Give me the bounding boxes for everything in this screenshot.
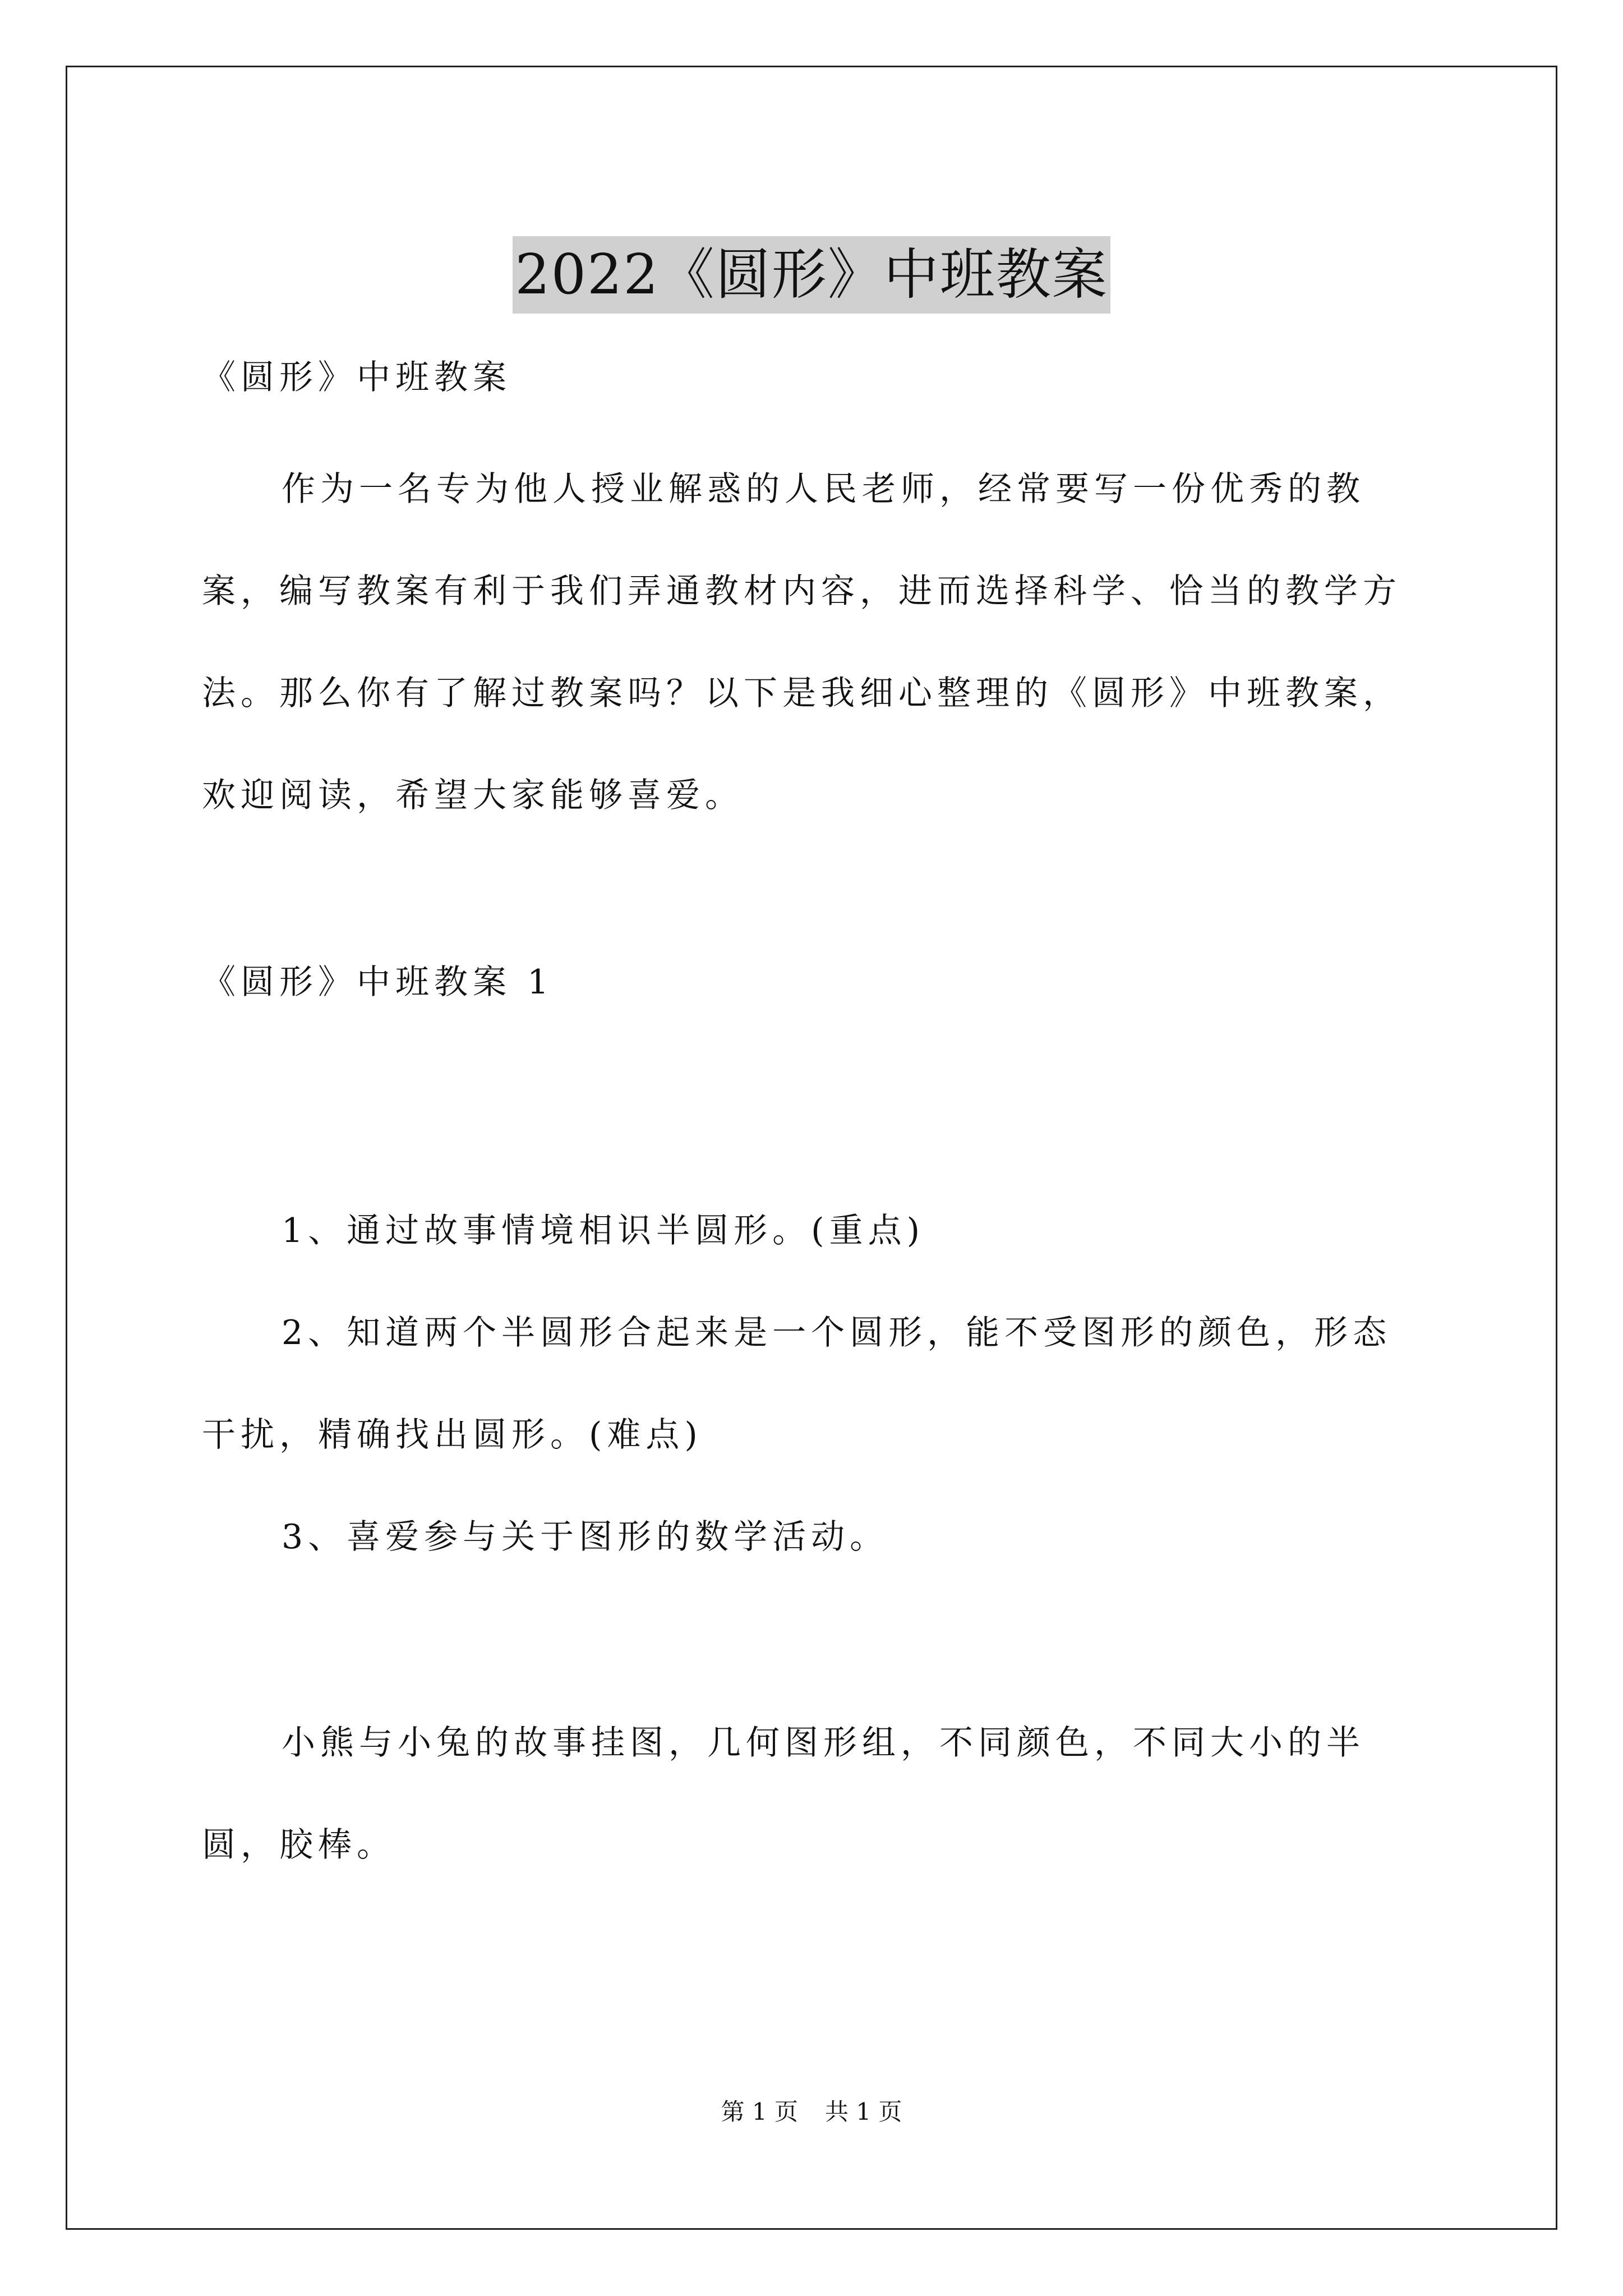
goal-item-2: 2、知道两个半圆形合起来是一个圆形，能不受图形的颜色，形态干扰，精确找出圆形。(难点) xyxy=(202,1313,1392,1455)
intro-paragraph: 作为一名专为他人授业解惑的人民老师，经常要写一份优秀的教案，编写教案有利于我们弄通教材内容，进而选择科学、恰当的教学方法。那么你有了解过教案吗？以下是我细心整理的《圆形》中班教案，欢迎阅读，希望大家能够喜爱。 xyxy=(202,470,1401,815)
section-heading: 《圆形》中班教案 1 xyxy=(202,963,554,1002)
page-footer xyxy=(0,2095,1623,2129)
goal-item-3: 3、喜爱参与关于图形的数学活动。 xyxy=(282,1517,889,1557)
goal-item-1: 1、通过故事情境相识半圆形。(重点) xyxy=(282,1211,925,1250)
page-number: 第 1 页 xyxy=(721,2098,798,2125)
document-title: 2022《圆形》中班教案 xyxy=(513,236,1110,314)
page-total: 共 1 页 xyxy=(825,2098,902,2125)
materials-paragraph: 小熊与小兔的故事挂图，几何图形组，不同颜色，不同大小的半圆，胶棒。 xyxy=(202,1723,1365,1865)
document-subtitle: 《圆形》中班教案 xyxy=(202,358,511,397)
